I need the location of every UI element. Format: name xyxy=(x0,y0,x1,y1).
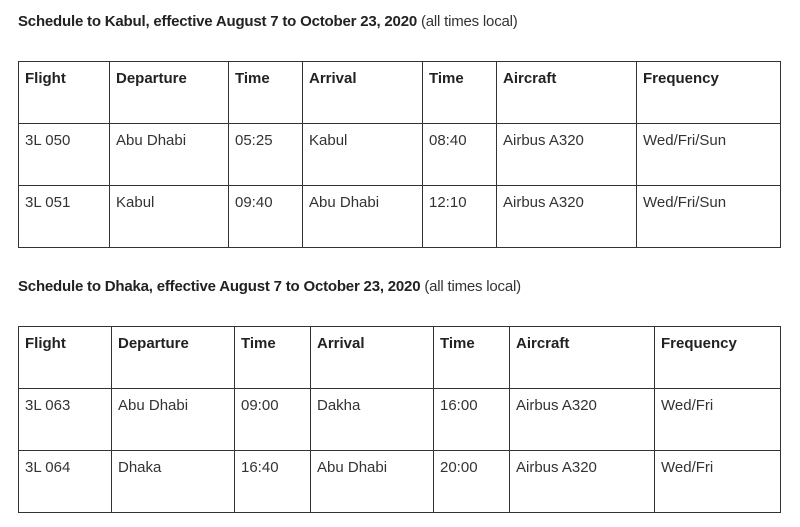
header-arrival: Arrival xyxy=(303,62,423,124)
header-aircraft: Aircraft xyxy=(510,327,655,389)
cell-frequency: Wed/Fri/Sun xyxy=(637,124,781,186)
cell-arrival: Abu Dhabi xyxy=(303,186,423,248)
table-row xyxy=(19,124,781,186)
table-header-row xyxy=(19,62,781,124)
cell-departure-time: 05:25 xyxy=(229,124,303,186)
cell-aircraft: Airbus A320 xyxy=(510,451,655,513)
cell-arrival-time: 08:40 xyxy=(423,124,497,186)
cell-frequency: Wed/Fri xyxy=(655,389,781,451)
dhaka-schedule-title: Schedule to Dhaka, effective August 7 to October 23, 2020 xyxy=(18,278,421,295)
header-aircraft: Aircraft xyxy=(497,62,637,124)
table-row xyxy=(19,186,781,248)
header-arrival-time: Time xyxy=(434,327,510,389)
cell-arrival-time: 12:10 xyxy=(423,186,497,248)
cell-arrival: Kabul xyxy=(303,124,423,186)
cell-aircraft: Airbus A320 xyxy=(497,186,637,248)
kabul-schedule-heading xyxy=(18,13,518,31)
table-row xyxy=(19,451,781,513)
table-row xyxy=(19,389,781,451)
header-departure: Departure xyxy=(112,327,235,389)
cell-arrival: Abu Dhabi xyxy=(311,451,434,513)
cell-flight: 3L 051 xyxy=(19,186,110,248)
cell-departure: Dhaka xyxy=(112,451,235,513)
header-flight: Flight xyxy=(19,62,110,124)
dhaka-schedule-table xyxy=(18,326,781,513)
header-arrival-time: Time xyxy=(423,62,497,124)
cell-frequency: Wed/Fri/Sun xyxy=(637,186,781,248)
header-frequency: Frequency xyxy=(655,327,781,389)
cell-flight: 3L 063 xyxy=(19,389,112,451)
dhaka-schedule-note: (all times local) xyxy=(424,278,521,295)
header-frequency: Frequency xyxy=(637,62,781,124)
cell-aircraft: Airbus A320 xyxy=(510,389,655,451)
cell-departure: Abu Dhabi xyxy=(112,389,235,451)
kabul-schedule-table xyxy=(18,61,781,248)
cell-departure: Kabul xyxy=(110,186,229,248)
header-departure-time: Time xyxy=(229,62,303,124)
header-arrival: Arrival xyxy=(311,327,434,389)
table-header-row xyxy=(19,327,781,389)
header-departure-time: Time xyxy=(235,327,311,389)
cell-departure-time: 09:40 xyxy=(229,186,303,248)
cell-flight: 3L 050 xyxy=(19,124,110,186)
cell-arrival-time: 20:00 xyxy=(434,451,510,513)
header-departure: Departure xyxy=(110,62,229,124)
kabul-schedule-title: Schedule to Kabul, effective August 7 to October 23, 2020 xyxy=(18,13,417,30)
cell-arrival: Dakha xyxy=(311,389,434,451)
cell-departure: Abu Dhabi xyxy=(110,124,229,186)
cell-flight: 3L 064 xyxy=(19,451,112,513)
cell-aircraft: Airbus A320 xyxy=(497,124,637,186)
cell-frequency: Wed/Fri xyxy=(655,451,781,513)
cell-departure-time: 16:40 xyxy=(235,451,311,513)
header-flight: Flight xyxy=(19,327,112,389)
cell-departure-time: 09:00 xyxy=(235,389,311,451)
dhaka-schedule-heading xyxy=(18,278,521,296)
kabul-schedule-note: (all times local) xyxy=(420,13,518,30)
cell-arrival-time: 16:00 xyxy=(434,389,510,451)
